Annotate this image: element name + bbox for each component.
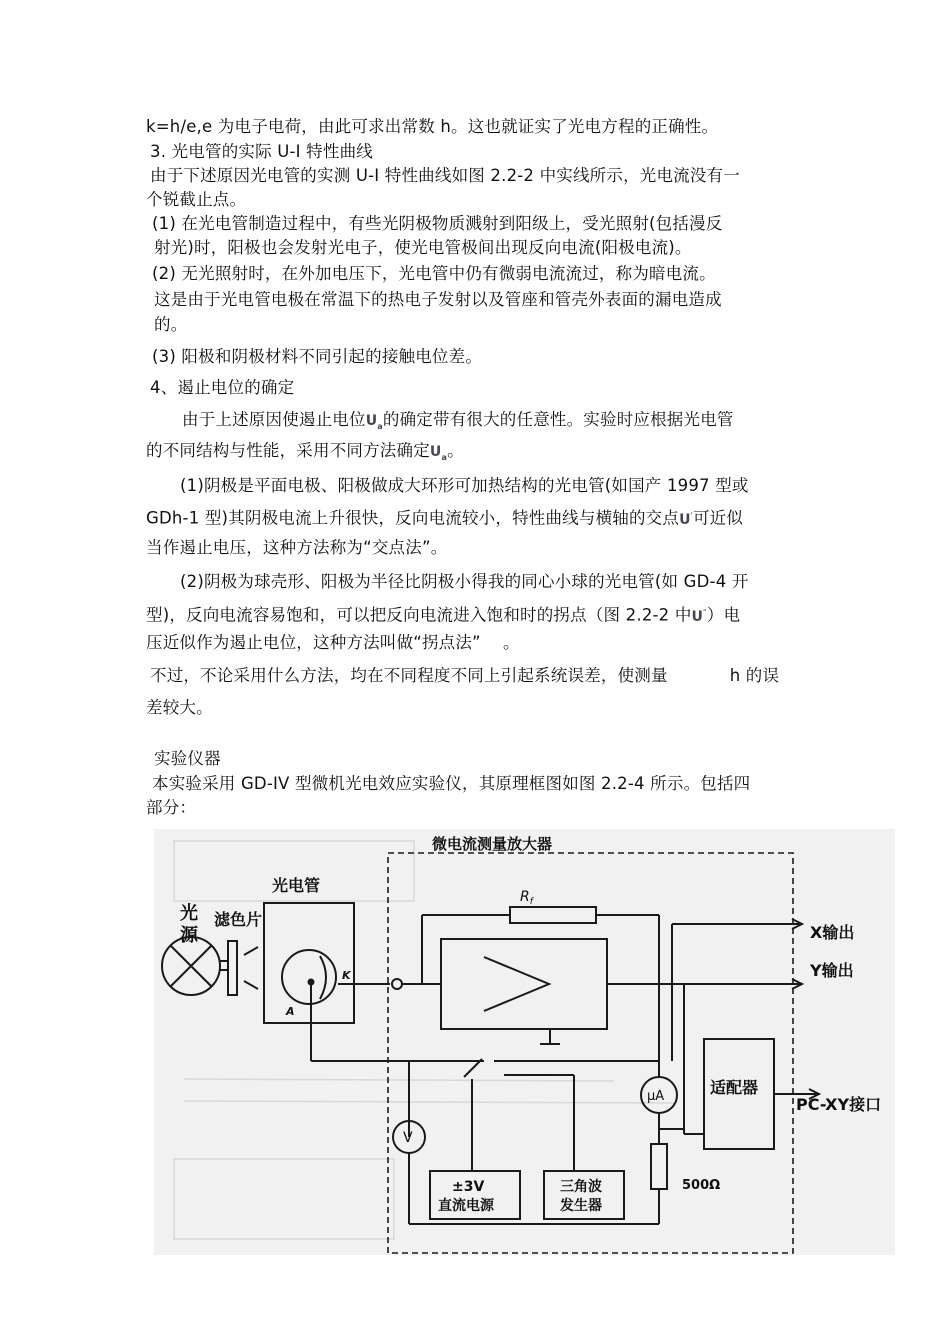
filter-element bbox=[228, 941, 237, 995]
text-segment: 可近似 bbox=[692, 508, 744, 528]
inflection-voltage-symbol bbox=[692, 609, 707, 625]
amplifier-title: 微电流测量放大器 bbox=[432, 835, 553, 853]
cathode-label: K bbox=[342, 969, 351, 982]
paragraph-line-15 bbox=[146, 505, 816, 531]
paragraph-line-20 bbox=[150, 665, 820, 687]
section-heading-3: 3. 光电管的实际 U-I 特性曲线 bbox=[150, 142, 373, 161]
section-heading-4: 4、遏止电位的确定 bbox=[150, 378, 295, 397]
text-segment: 不过，不论采用什么方法，均在不同程度不同上引起系统误差，使测量 bbox=[150, 666, 668, 685]
microammeter-label: μA bbox=[647, 1089, 665, 1104]
stopping-potential-symbol bbox=[430, 444, 447, 460]
paragraph-line-16: 当作遏止电压，这种方法称为“交点法”。 bbox=[146, 538, 448, 557]
list-item-2-line-1: (2) 无光照射时，在外加电压下，光电管中仍有微弱电流流过，称为暗电流。 bbox=[152, 264, 716, 283]
text-segment: ）电 bbox=[706, 605, 741, 625]
text-line-3: 由于下述原因光电管的实测 U-I 特性曲线如图 2.2-2 中实线所示，光电流没有一 bbox=[150, 166, 740, 185]
text-line-1: k=h/e,e 为电子电荷，由此可求出常数 h。这也就证实了光电方程的正确性。 bbox=[146, 117, 719, 136]
phototube-label: 光电管 bbox=[272, 876, 321, 895]
text-segment: 的不同结构与性能，采用不同方法确定 bbox=[146, 441, 430, 460]
resistor-500-label: 500Ω bbox=[682, 1178, 721, 1193]
paragraph-line-14: (1)阴极是平面电极、阳极做成大环形可加热结构的光电管(如国产 1997 型或 bbox=[180, 476, 749, 495]
section-heading-instruments: 实验仪器 bbox=[154, 749, 221, 768]
voltmeter-label: V bbox=[403, 1130, 413, 1146]
amplifier-box bbox=[441, 939, 607, 1029]
symbol-base: U bbox=[365, 413, 378, 429]
y-output-label: Y输出 bbox=[810, 961, 854, 980]
text-segment: h 的误 bbox=[729, 666, 780, 685]
text-segment: GDh-1 型)其阴极电流上升很快，反向电流较小，特性曲线与横轴的交点 bbox=[146, 508, 680, 528]
paragraph-line-21: 差较大。 bbox=[146, 698, 213, 717]
list-item-3: (3) 阳极和阴极材料不同引起的接触电位差。 bbox=[152, 347, 483, 366]
paragraph-line-19: 压近似作为遏止电位，这种方法叫做“拐点法” 。 bbox=[146, 633, 520, 652]
text-segment: 的确定带有很大的任意性。实验时应根据光电管 bbox=[382, 410, 734, 429]
resistor-500 bbox=[651, 1144, 667, 1189]
phototube-bulb bbox=[282, 950, 336, 1004]
text-segment: 型)，反向电流容易饱和，可以把反向电流进入饱和时的拐点（图 2.2-2 中 bbox=[146, 605, 692, 625]
text-line-4: 个锐截止点。 bbox=[146, 190, 247, 209]
paragraph-line-12 bbox=[182, 409, 852, 438]
paragraph-line-13 bbox=[146, 440, 816, 469]
symbol-sub: a bbox=[377, 421, 383, 431]
triangle-generator-label-1: 三角波 bbox=[560, 1179, 602, 1195]
light-source-label-1: 光 bbox=[180, 903, 198, 924]
adapter-label: 适配器 bbox=[710, 1078, 759, 1097]
dc-supply-label-2: 直流电源 bbox=[438, 1198, 494, 1214]
symbol-base: U bbox=[429, 444, 442, 460]
feedback-resistor bbox=[510, 907, 596, 923]
schematic-figure bbox=[154, 829, 895, 1255]
text-segment: 。 bbox=[447, 441, 464, 460]
light-source-label-2: 源 bbox=[180, 925, 198, 946]
triangle-generator-label-2: 发生器 bbox=[560, 1198, 602, 1214]
intersection-voltage-symbol bbox=[679, 512, 693, 528]
filter-label: 滤色片 bbox=[214, 910, 263, 929]
symbol-base: U bbox=[679, 511, 691, 528]
anode-label: A bbox=[286, 1005, 295, 1018]
list-item-2-line-3: 的。 bbox=[154, 315, 188, 334]
paragraph-line-18 bbox=[146, 602, 816, 628]
rf-label: $R_f$ bbox=[520, 889, 533, 907]
paragraph-line-24: 部分： bbox=[146, 798, 197, 817]
text-segment: 由于上述原因使遏止电位 bbox=[182, 410, 366, 429]
symbol-base: U bbox=[691, 608, 704, 625]
x-output-label: X输出 bbox=[810, 923, 855, 942]
list-item-2-line-2: 这是由于光电管电极在常温下的热电子发射以及管座和管壳外表面的漏电造成 bbox=[154, 290, 722, 309]
list-item-1-line-2: 射光)时，阳极也会发射光电子，使光电管极间出现反向电流(阳极电流)。 bbox=[154, 238, 692, 257]
symbol-double-prime: ″ bbox=[703, 608, 707, 617]
circuit-diagram bbox=[154, 829, 895, 1255]
paragraph-line-23: 本实验采用 GD-IV 型微机光电效应实验仪，其原理框图如图 2.2-4 所示。包括四 bbox=[152, 774, 751, 793]
paragraph-line-17: (2)阴极为球壳形、阳极为半径比阴极小得我的同心小球的光电管(如 GD-4 开 bbox=[180, 572, 749, 591]
pc-interface-label: PC-XY接口 bbox=[796, 1095, 882, 1114]
dc-supply-label-1: ±3V bbox=[452, 1179, 485, 1195]
list-item-1-line-1: (1) 在光电管制造过程中，有些光阴极物质溅射到阳级上，受光照射(包括漫反 bbox=[152, 214, 723, 233]
symbol-sub: a bbox=[441, 452, 448, 462]
stopping-potential-symbol bbox=[366, 413, 383, 429]
symbol-prime: ′ bbox=[690, 511, 693, 520]
